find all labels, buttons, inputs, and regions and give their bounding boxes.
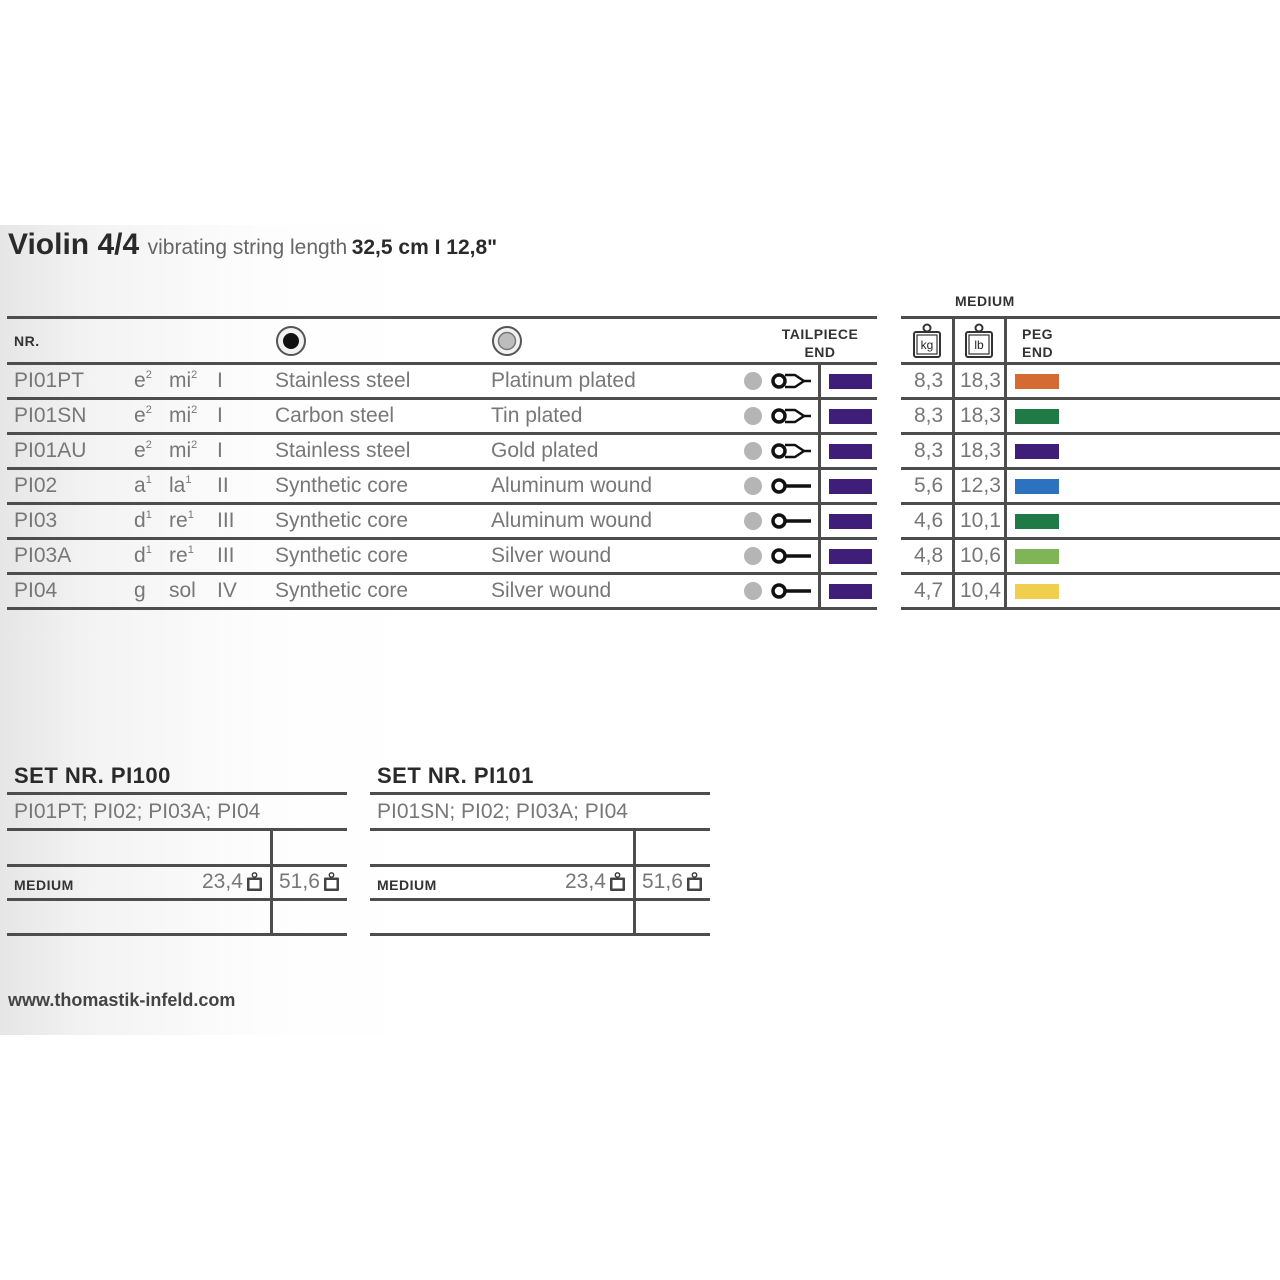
- note-octave: 1: [145, 544, 152, 556]
- peg-color-swatch: [1015, 549, 1059, 564]
- solfege-syllable: mi: [169, 404, 192, 427]
- tailpiece-color-swatch: [829, 584, 872, 599]
- solfege-name: [169, 469, 191, 503]
- string-position: I: [217, 404, 223, 427]
- string-number: PI01SN: [14, 404, 87, 427]
- peg-end-label-1: PEG: [1022, 326, 1054, 342]
- tailpiece-color-swatch: [829, 444, 872, 459]
- winding-material: Silver wound: [491, 544, 612, 567]
- winding-material: Gold plated: [491, 439, 599, 462]
- tailpiece-end-label-2: END: [804, 344, 836, 360]
- winding-material: Platinum plated: [491, 369, 636, 392]
- solfege-name: [169, 364, 197, 398]
- table-row: [0, 504, 1280, 538]
- tailpiece-color-swatch: [829, 514, 872, 529]
- tailpiece-color-swatch: [829, 374, 872, 389]
- solfege-name: [169, 434, 197, 468]
- tension-kg: 5,6: [914, 474, 944, 497]
- lb-weight-icon: [964, 323, 994, 364]
- string-length-value: 32,5 cm I 12,8": [351, 236, 498, 259]
- core-material: Synthetic core: [275, 579, 409, 602]
- set-rule: [370, 933, 710, 936]
- material-dot-icon: [744, 477, 762, 495]
- material-dot-icon: [744, 512, 762, 530]
- tension-group-label: MEDIUM: [955, 293, 1015, 309]
- set-divider: [633, 830, 636, 935]
- set-lb-value: 51,6: [642, 870, 683, 893]
- set-tension-label: MEDIUM: [377, 877, 437, 893]
- string-position: III: [217, 509, 235, 532]
- solfege-syllable: re: [169, 544, 188, 567]
- note-letter: a: [134, 474, 146, 497]
- string-position: IV: [217, 579, 237, 602]
- solfege-octave: 2: [191, 404, 198, 416]
- tension-lb: 10,1: [960, 509, 1001, 532]
- peg-color-swatch: [1015, 584, 1059, 599]
- peg-end-label-2: END: [1022, 344, 1054, 360]
- solfege-octave: 1: [185, 474, 192, 486]
- core-material: Stainless steel: [275, 369, 411, 392]
- tension-lb: 18,3: [960, 369, 1001, 392]
- string-number: PI03A: [14, 544, 72, 567]
- core-material: Carbon steel: [275, 404, 395, 427]
- table-row: [0, 399, 1280, 433]
- solfege-name: [169, 399, 197, 433]
- string-number: PI03: [14, 509, 58, 532]
- note-letter: e: [134, 439, 146, 462]
- set-rule: [7, 792, 347, 795]
- tailpiece-end-label-1: TAILPIECE: [781, 326, 859, 342]
- winding-material: Tin plated: [491, 404, 583, 427]
- note-name: [134, 434, 152, 468]
- set-lb-value: 51,6: [279, 870, 320, 893]
- note-octave: 2: [145, 369, 152, 381]
- set-rule: [7, 864, 347, 867]
- note-letter: d: [134, 509, 146, 532]
- solfege-octave: 2: [191, 439, 198, 451]
- tailpiece-color-swatch: [829, 549, 872, 564]
- set-rule: [7, 898, 347, 901]
- catalog-panel: [0, 225, 1280, 1035]
- lb-weight-icon: [320, 870, 340, 893]
- set-divider: [270, 830, 273, 935]
- note-name: [134, 574, 146, 608]
- note-letter: e: [134, 369, 146, 392]
- tailpiece-color-swatch: [829, 479, 872, 494]
- core-material: Synthetic core: [275, 509, 409, 532]
- string-position: III: [217, 544, 235, 567]
- set-tension-lb: [279, 870, 340, 894]
- ball-loop-icon: [771, 406, 811, 431]
- note-name: [134, 504, 152, 538]
- ball-loop-icon: [771, 371, 811, 396]
- note-octave: 2: [145, 439, 152, 451]
- kg-weight-icon: [243, 870, 263, 893]
- set-rule: [370, 898, 710, 901]
- string-number: PI02: [14, 474, 58, 497]
- core-material: Synthetic core: [275, 544, 409, 567]
- solfege-name: [169, 574, 196, 608]
- string-position: II: [217, 474, 229, 497]
- peg-color-swatch: [1015, 514, 1059, 529]
- core-material: Stainless steel: [275, 439, 411, 462]
- solfege-syllable: mi: [169, 439, 192, 462]
- ball-loop-icon: [771, 441, 811, 466]
- note-letter: d: [134, 544, 146, 567]
- kg-icon-text: kg: [920, 338, 934, 352]
- set-kg-value: 23,4: [202, 870, 243, 893]
- table-top-rule: [7, 316, 877, 319]
- string-number: PI01PT: [14, 369, 85, 392]
- table-row: [0, 574, 1280, 608]
- ball-end-icon: [771, 476, 811, 501]
- peg-color-swatch: [1015, 409, 1059, 424]
- winding-material: Aluminum wound: [491, 509, 653, 532]
- string-number: PI04: [14, 579, 58, 602]
- string-length-label: vibrating string length: [147, 236, 348, 259]
- tension-lb: 10,6: [960, 544, 1001, 567]
- website-link[interactable]: www.thomastik-infeld.com: [8, 990, 236, 1010]
- set-rule: [7, 933, 347, 936]
- table-row: [0, 364, 1280, 398]
- solfege-name: [169, 539, 194, 573]
- note-octave: 2: [145, 404, 152, 416]
- set-rule: [370, 828, 710, 831]
- page-title: [8, 228, 497, 262]
- note-octave: 1: [145, 509, 152, 521]
- solfege-syllable: la: [169, 474, 186, 497]
- core-material: Synthetic core: [275, 474, 409, 497]
- material-dot-icon: [744, 407, 762, 425]
- set-tension-label: MEDIUM: [14, 877, 74, 893]
- lb-weight-icon: [683, 870, 703, 893]
- note-name: [134, 539, 152, 573]
- note-name: [134, 469, 152, 503]
- solfege-name: [169, 504, 194, 538]
- solfege-syllable: re: [169, 509, 188, 532]
- kg-weight-icon: [912, 323, 942, 364]
- solfege-syllable: mi: [169, 369, 192, 392]
- set-rule: [370, 792, 710, 795]
- set-tension-kg: [202, 870, 263, 894]
- tension-kg: 8,3: [914, 369, 944, 392]
- string-position: I: [217, 369, 223, 392]
- peg-end-header: [1022, 325, 1053, 361]
- tension-top-rule: [901, 316, 1280, 319]
- ball-end-icon: [771, 581, 811, 606]
- tension-kg: 8,3: [914, 439, 944, 462]
- material-dot-icon: [744, 547, 762, 565]
- ball-end-icon: [771, 546, 811, 571]
- kg-weight-icon: [606, 870, 626, 893]
- table-row: [0, 469, 1280, 503]
- set-rule: [370, 864, 710, 867]
- nr-column-header: NR.: [14, 333, 40, 349]
- set-title: SET NR. PI100: [14, 763, 171, 788]
- note-letter: e: [134, 404, 146, 427]
- note-name: [134, 399, 152, 433]
- material-dot-icon: [744, 372, 762, 390]
- set-title: SET NR. PI101: [377, 763, 534, 788]
- tailpiece-color-swatch: [829, 409, 872, 424]
- winding-material: Silver wound: [491, 579, 612, 602]
- tension-lb: 12,3: [960, 474, 1001, 497]
- tension-lb: 18,3: [960, 404, 1001, 427]
- material-dot-icon: [744, 582, 762, 600]
- tension-kg: 4,6: [914, 509, 944, 532]
- set-tension-kg: [565, 870, 626, 894]
- solfege-syllable: sol: [169, 579, 196, 602]
- peg-color-swatch: [1015, 444, 1059, 459]
- tension-lb: 18,3: [960, 439, 1001, 462]
- core-material-icon: [275, 325, 307, 362]
- solfege-octave: 1: [187, 509, 194, 521]
- tailpiece-end-header: [780, 325, 860, 361]
- solfege-octave: 1: [187, 544, 194, 556]
- solfege-octave: 2: [191, 369, 198, 381]
- ball-end-icon: [771, 511, 811, 536]
- tension-lb: 10,4: [960, 579, 1001, 602]
- note-name: [134, 364, 152, 398]
- table-row: [0, 539, 1280, 573]
- material-dot-icon: [744, 442, 762, 460]
- tension-kg: 4,8: [914, 544, 944, 567]
- table-row: [0, 434, 1280, 468]
- set-rule: [7, 828, 347, 831]
- set-kg-value: 23,4: [565, 870, 606, 893]
- set-tension-lb: [642, 870, 703, 894]
- lb-icon-text: lb: [974, 338, 984, 352]
- winding-material-icon: [491, 325, 523, 362]
- note-letter: g: [134, 579, 146, 602]
- peg-color-swatch: [1015, 374, 1059, 389]
- tension-kg: 8,3: [914, 404, 944, 427]
- tension-kg: 4,7: [914, 579, 944, 602]
- string-number: PI01AU: [14, 439, 87, 462]
- set-strings: PI01PT; PI02; PI03A; PI04: [14, 800, 261, 823]
- string-position: I: [217, 439, 223, 462]
- winding-material: Aluminum wound: [491, 474, 653, 497]
- set-strings: PI01SN; PI02; PI03A; PI04: [377, 800, 628, 823]
- note-octave: 1: [145, 474, 152, 486]
- instrument-name: Violin 4/4: [8, 228, 140, 261]
- peg-color-swatch: [1015, 479, 1059, 494]
